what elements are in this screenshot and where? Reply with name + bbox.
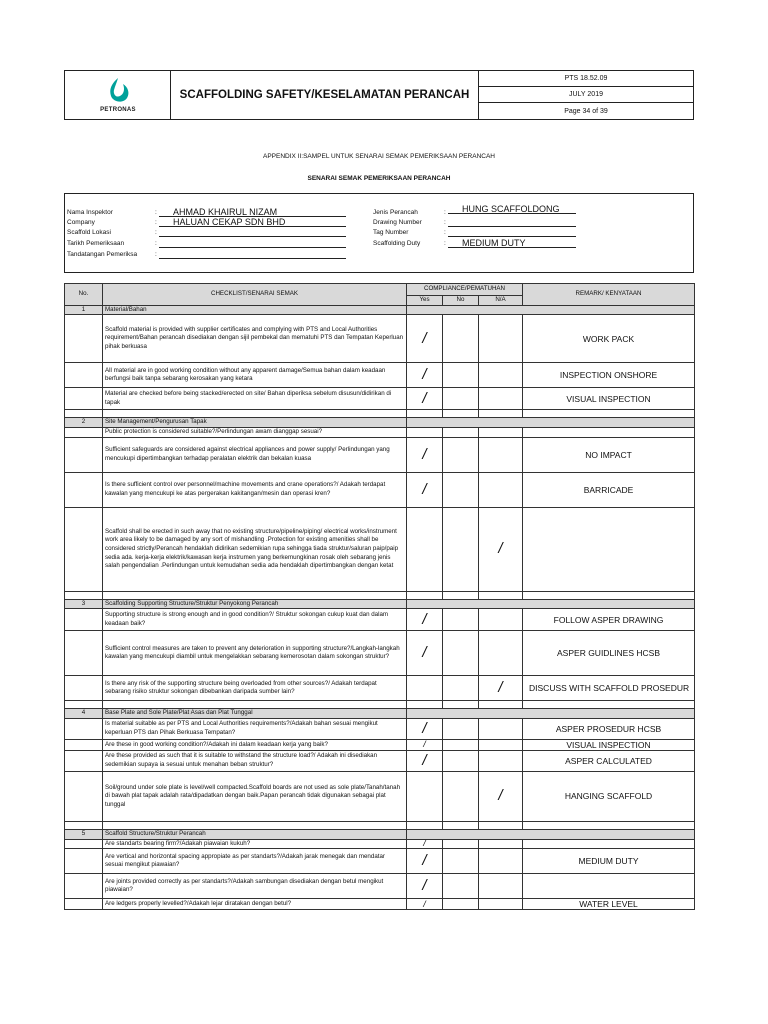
section-title: Material/Bahan [103, 305, 407, 315]
colon: : [444, 240, 446, 247]
item-number [65, 849, 103, 874]
item-number [65, 771, 103, 821]
no-cell[interactable] [443, 388, 479, 410]
label-jenis-perancah: Jenis Perancah [373, 209, 418, 216]
yes-cell[interactable]: / [407, 739, 443, 750]
no-cell[interactable] [443, 771, 479, 821]
no-cell[interactable] [443, 507, 479, 591]
item-text: Public protection is considered suitable?/Perlindungan awam dianggap sesuai? [103, 427, 407, 437]
na-cell[interactable] [479, 631, 523, 676]
item-number [65, 718, 103, 739]
item-number [65, 472, 103, 507]
na-cell[interactable] [479, 839, 523, 849]
no-cell[interactable] [443, 631, 479, 676]
section-number: 1 [65, 305, 103, 315]
label-tag-number: Tag Number [373, 229, 409, 236]
colon: : [444, 229, 446, 236]
label-tarikh: Tarikh Pemeriksaan [67, 240, 125, 247]
yes-cell[interactable] [407, 771, 443, 821]
no-cell[interactable] [443, 874, 479, 899]
section-number: 3 [65, 599, 103, 609]
no-cell[interactable] [443, 315, 479, 363]
section-row [65, 599, 695, 609]
colon: : [444, 209, 446, 216]
no-cell[interactable] [443, 849, 479, 874]
colon: : [155, 219, 157, 226]
section-number: 4 [65, 709, 103, 719]
yes-cell[interactable]: / [407, 437, 443, 472]
no-cell[interactable] [443, 609, 479, 631]
yes-cell[interactable] [407, 427, 443, 437]
no-cell[interactable] [443, 676, 479, 701]
item-text: All material are in good working condition without any apparent damage/Semua bahan dalam keadaan berfungsi baik tanpa sebarang kerosakan yang ketara [103, 363, 407, 388]
na-cell[interactable] [479, 388, 523, 410]
doc-number: PTS 18.52.09 [479, 71, 693, 87]
item-text: Sufficient safeguards are considered against electrical appliances and power supply/ Perlindungan yang mencukupi dipertimbangkan terhadap peralatan elektrik dan bekalan kuasa [103, 437, 407, 472]
yes-cell[interactable]: / [407, 388, 443, 410]
item-number [65, 839, 103, 849]
item-text: Are joints provided correctly as per standarts?/Adakah sambungan disediakan dengan betul mengikut piawaian? [103, 874, 407, 899]
yes-cell[interactable]: / [407, 839, 443, 849]
header-no-answer: No [443, 296, 479, 306]
remark-cell[interactable]: ASPER CALCULATED [523, 750, 695, 771]
item-text: Supporting structure is strong enough and in good condition?/ Struktur sokongan cukup kuat dan dalam keadaan baik? [103, 609, 407, 631]
na-cell[interactable] [479, 750, 523, 771]
table-row [65, 388, 695, 410]
no-cell[interactable] [443, 750, 479, 771]
header-yes: Yes [407, 296, 443, 306]
item-number [65, 631, 103, 676]
no-cell[interactable] [443, 427, 479, 437]
item-text: Is there sufficient control over personnel/machine movements and crane operations?/ Adakah terdapat kawalan yang mencukupi ke atas pergerakan kakitangan/mesin dan operasi kren? [103, 472, 407, 507]
na-cell[interactable]: / [479, 771, 523, 821]
field-drawing-number[interactable] [448, 218, 576, 227]
yes-cell[interactable]: / [407, 849, 443, 874]
table-row [65, 718, 695, 739]
table-row [65, 849, 695, 874]
table-row [65, 631, 695, 676]
colon: : [155, 209, 157, 216]
field-scaffold-lokasi[interactable] [159, 228, 346, 237]
label-scaffolding-duty: Scaffolding Duty [373, 240, 421, 247]
remark-cell[interactable]: FOLLOW ASPER DRAWING [523, 609, 695, 631]
checklist-table [64, 283, 695, 910]
item-number [65, 874, 103, 899]
yes-cell[interactable]: / [407, 718, 443, 739]
item-text: Are ledgers properly levelled?/Adakah lejar diratakan dengan betul? [103, 899, 407, 910]
field-tag-number[interactable] [448, 228, 576, 237]
spacer-row [65, 410, 695, 418]
table-row [65, 899, 695, 910]
label-scaffold-lokasi: Scaffold Lokasi [67, 229, 111, 236]
na-cell[interactable] [479, 437, 523, 472]
section-title: Scaffolding Supporting Structure/Struktur Penyokong Perancah [103, 599, 407, 609]
na-cell[interactable] [479, 874, 523, 899]
table-row [65, 750, 695, 771]
table-row [65, 874, 695, 899]
na-cell[interactable] [479, 427, 523, 437]
item-text: Is there any risk of the supporting structure being overloaded from other sources?/ Adakah terdapat sebarang risiko struktur sokongan dibebankan daripada sumber lain? [103, 676, 407, 701]
remark-cell[interactable]: DISCUSS WITH SCAFFOLD PROSEDUR [523, 676, 695, 701]
item-text: Material are checked before being stacked/erected on site/ Bahan diperiksa sebelum disusun/didirikan di tapak [103, 388, 407, 410]
remark-cell[interactable]: MEDIUM DUTY [523, 849, 695, 874]
section-title: Site Management/Pengurusan Tapak [103, 418, 407, 428]
item-text: Soil/ground under sole plate is level/well compacted.Scaffold boards are not used as sole plate/Tanah/tanah di bawah plat tapak adalah rata/dipadatkan dengan baik.Papan perancah tidak digunakan sebagai plat tunggal [103, 771, 407, 821]
header-na: N/A [479, 296, 523, 306]
remark-cell[interactable]: NO IMPACT [523, 437, 695, 472]
section-row [65, 418, 695, 428]
table-row [65, 507, 695, 591]
na-cell[interactable] [479, 472, 523, 507]
remark-cell[interactable] [523, 874, 695, 899]
petronas-logo-icon [103, 76, 133, 106]
table-row [65, 609, 695, 631]
field-company[interactable]: HALUAN CEKAP SDN BHD [159, 218, 346, 227]
page-number: Page 34 of 39 [564, 107, 608, 115]
section-row [65, 829, 695, 839]
table-row [65, 676, 695, 701]
na-cell[interactable]: / [479, 676, 523, 701]
yes-cell[interactable]: / [407, 472, 443, 507]
item-number [65, 507, 103, 591]
yes-cell[interactable]: / [407, 315, 443, 363]
remark-cell[interactable]: BARRICADE [523, 472, 695, 507]
yes-cell[interactable]: / [407, 750, 443, 771]
table-row [65, 437, 695, 472]
yes-cell[interactable] [407, 676, 443, 701]
colon: : [155, 240, 157, 247]
yes-cell[interactable] [407, 507, 443, 591]
no-cell[interactable] [443, 363, 479, 388]
item-text: Is material suitable as per PTS and Local Authorities requirements?/Adakah bahan sesuai mengikut keperluan PTS dan Pihak Berkuasa Tempatan? [103, 718, 407, 739]
field-scaffolding-duty[interactable]: MEDIUM DUTY [448, 239, 576, 248]
remark-cell[interactable]: HANGING SCAFFOLD [523, 771, 695, 821]
yes-cell[interactable]: / [407, 899, 443, 910]
table-row [65, 739, 695, 750]
item-number [65, 315, 103, 363]
yes-cell[interactable]: / [407, 363, 443, 388]
item-number [65, 899, 103, 910]
field-jenis-perancah[interactable]: HUNG SCAFFOLDONG [448, 205, 576, 214]
document-title: SCAFFOLDING SAFETY/KESELAMATAN PERANCAH [171, 71, 479, 119]
item-number [65, 363, 103, 388]
item-text: Are vertical and horizontal spacing appropiate as per standarts?/Adakah jarak menegak dan mendatar sesuai mengikut piawaian? [103, 849, 407, 874]
yes-cell[interactable]: / [407, 609, 443, 631]
table-row [65, 771, 695, 821]
table-row [65, 363, 695, 388]
no-cell[interactable] [443, 899, 479, 910]
section-title: Base Plate and Sole Plate/Plat Asas dan Plat Tunggal [103, 709, 407, 719]
no-cell[interactable] [443, 472, 479, 507]
remark-cell[interactable]: WORK PACK [523, 315, 695, 363]
remark-cell[interactable]: WATER LEVEL [523, 899, 695, 910]
item-text: Sufficient control measures are taken to prevent any deterioration in supporting structure?/Langkah-langkah kawalan yang mencukupi diambil untuk mengelakkan sebarang kemerosotan dalam sokongan struktur? [103, 631, 407, 676]
item-text: Scaffold shall be erected in such away that no existing structure/pipeline/piping/ electrical works/instrument work area likely to be damaged by any sort of mishandling .Protection for existing amenities shall be considered strictly/Perancah hendaklah didirikan sedemikian rupa sehingga tiada struktur/saluran paip/paip sedia ada. kerja-kerja elektrik/kawasan kerja instrumen yang berkemungkinan rosak oleh sebarang jenis salah pengendalian .Perlindungan untuk kemudahan sedia ada hendaklah dipertimbangkan dengan ketat [103, 507, 407, 591]
section-number: 5 [65, 829, 103, 839]
document-header [64, 70, 694, 120]
item-text: Are these in good working condition?/Adakah ini dalam keadaan kerja yang baik? [103, 739, 407, 750]
remark-cell[interactable] [523, 507, 695, 591]
item-number [65, 437, 103, 472]
yes-cell[interactable]: / [407, 631, 443, 676]
item-text: Scaffold material is provided with supplier certificates and complying with PTS and Local Authorities requirement/Bahan perancah disediakan dengan sijil pembekal dan mematuhi PTS dan Tempatan Keperluan pihak berkuasa [103, 315, 407, 363]
colon: : [155, 229, 157, 236]
remark-cell[interactable]: INSPECTION ONSHORE [523, 363, 695, 388]
na-cell[interactable] [479, 849, 523, 874]
na-cell[interactable] [479, 718, 523, 739]
field-nama-inspektor[interactable]: AHMAD KHAIRUL NIZAM [159, 208, 346, 217]
no-cell[interactable] [443, 839, 479, 849]
section-row [65, 305, 695, 315]
na-cell[interactable] [479, 739, 523, 750]
remark-cell[interactable]: VISUAL INSPECTION [523, 739, 695, 750]
appendix-title: APPENDIX II:SAMPEL UNTUK SENARAI SEMAK PEMERIKSAAN PERANCAH [262, 153, 495, 160]
doc-date: JULY 2019 [479, 87, 693, 103]
na-cell[interactable] [479, 315, 523, 363]
item-number [65, 609, 103, 631]
logo-cell [65, 71, 171, 119]
table-row [65, 315, 695, 363]
table-row [65, 472, 695, 507]
spacer-row [65, 821, 695, 829]
spacer-row [65, 701, 695, 709]
document-meta [479, 71, 693, 119]
no-cell[interactable] [443, 739, 479, 750]
item-text: Are standarts bearing firm?/Adakah piawaian kukuh? [103, 839, 407, 849]
remark-cell[interactable] [523, 427, 695, 437]
no-cell[interactable] [443, 437, 479, 472]
colon: : [444, 219, 446, 226]
header-no: No. [65, 284, 103, 306]
item-number [65, 676, 103, 701]
header-compliance: COMPLIANCE/PEMATUHAN [407, 284, 523, 296]
header-remark: REMARK/ KENYATAAN [523, 284, 695, 306]
remark-cell[interactable]: ASPER GUIDLINES HCSB [523, 631, 695, 676]
label-nama-inspektor: Nama Inspektor [67, 209, 113, 216]
colon: : [155, 251, 157, 258]
table-row [65, 427, 695, 437]
remark-cell[interactable] [523, 839, 695, 849]
na-cell[interactable] [479, 363, 523, 388]
na-cell[interactable]: / [479, 507, 523, 591]
item-text: Are these provided as such that it is suitable to withstand the structure load?/ Adakah ini disediakan sedemikian supaya ia sesuai untuk menahan beban struktur? [103, 750, 407, 771]
na-cell[interactable] [479, 899, 523, 910]
remark-cell[interactable]: VISUAL INSPECTION [523, 388, 695, 410]
logo-text: PETRONAS [100, 107, 136, 113]
spacer-row [65, 591, 695, 599]
label-tandatangan: Tandatangan Pemeriksa [67, 251, 138, 258]
section-row [65, 709, 695, 719]
table-row [65, 839, 695, 849]
no-cell[interactable] [443, 718, 479, 739]
item-number [65, 388, 103, 410]
label-drawing-number: Drawing Number [373, 219, 422, 226]
inspection-info-block [64, 193, 694, 273]
form-title: SENARAI SEMAK PEMERIKSAAN PERANCAH [307, 175, 451, 182]
item-number [65, 427, 103, 437]
section-title: Scaffold Structure/Struktur Perancah [103, 829, 407, 839]
field-tarikh[interactable] [159, 239, 346, 248]
na-cell[interactable] [479, 609, 523, 631]
header-checklist: CHECKLIST/SENARAI SEMAK [103, 284, 407, 306]
item-number [65, 750, 103, 771]
yes-cell[interactable]: / [407, 874, 443, 899]
section-number: 2 [65, 418, 103, 428]
field-tandatangan[interactable] [159, 250, 346, 259]
item-number [65, 739, 103, 750]
label-company: Company [67, 219, 95, 226]
remark-cell[interactable]: ASPER PROSEDUR HCSB [523, 718, 695, 739]
